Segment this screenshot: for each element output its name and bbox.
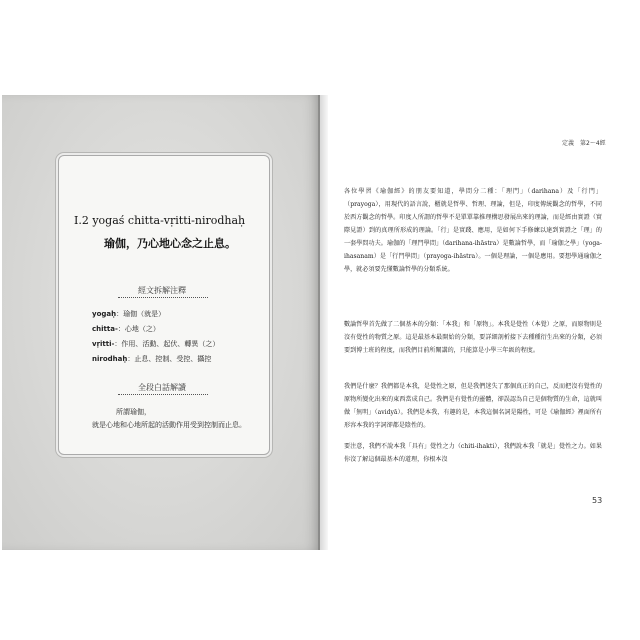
section-divider [118, 297, 208, 298]
paraphrase-line: 就是心地和心地所起的活動作用受到控制而止息。 [92, 421, 246, 429]
gloss-term: yogaḥ [92, 310, 117, 318]
gloss-line [92, 324, 160, 334]
body-paragraph: 各位學習《瑜伽經》的朋友要知道，學問分二種：「理門」（darihana）及「行門」（prayoga），用現代的語言說，櫃就是哲學、哲理、理論，但是，印度傳統觀念的哲學，不同於西方觀念的哲學。印度人所謂的哲學不是單單靠推理構思發展出來的理論，而是經由實證（實際見證）到的真理所形成的理論。「行」是實踐、應用，是如何下手修練以達到實證之「理」的一套學問功夫。瑜伽的「理門學問」（darihana-ihāstra）是數論哲學，而「瑜伽之學」（yoga-ihasanam）是「行門學問」（prayoga-ihāstra）。一個是理論，一個是應用。要想學通瑜伽之學，就必須要先懂數論哲學的分類系統。 [344, 188, 602, 273]
section-divider [118, 394, 208, 395]
body-paragraph: 要注意，我們不說本我「具有」覺性之力（chiti-ihakti），我們說本我「就是」覺性之力。如果你沒了解這個最基本的道理，你根本沒 [344, 443, 602, 463]
paraphrase-line: 所謂瑜伽， [116, 408, 151, 416]
section-title-paraphrase: 全段白話解讀 [138, 383, 186, 392]
gloss-line [92, 354, 211, 364]
gloss-line [92, 339, 219, 349]
gloss-meaning: ：止息、控制、受控、攝控 [127, 355, 212, 363]
section-title-glossary: 經文拆解注釋 [138, 286, 186, 295]
sutra-number: I.2 [74, 214, 89, 227]
running-head: 定義 第2～4經 [562, 140, 606, 147]
sutra-transliteration: yogaś chitta-vṛitti-nirodhaḥ [92, 214, 246, 227]
gloss-meaning: ：作用、活動、起伏、轉異（之） [114, 340, 220, 348]
page-number: 53 [592, 496, 603, 505]
gloss-term: chitta- [92, 325, 118, 333]
gloss-line [92, 309, 165, 319]
gloss-meaning: ：心地（之） [117, 325, 160, 333]
sutra-chinese: 瑜伽，乃心地心念之止息。 [104, 237, 236, 250]
gloss-term: vṛitti- [92, 340, 115, 348]
gloss-term: nirodhaḥ [92, 355, 128, 363]
sutra-card [58, 155, 270, 455]
body-paragraph: 數論哲學首先做了二個基本的分類：「本我」和「原物」。本我是覺性（本覺）之原，而原物則是沒有覺性的物質之原。這是最基本最開始的分類，要詳細剖析接下去種種衍生出來的分類，必須要到博士班的程度，而我們目前所闡講的，只能算是小學三年級的程度。 [344, 321, 602, 354]
sutra-heading [74, 214, 294, 227]
gloss-meaning: ：瑜伽（就是） [116, 310, 166, 318]
body-paragraph: 我們是什麼？我們都是本我，是覺性之原，但是我們迷失了那個真正的自己，反而把沒有覺性的原物所變化出來的東西當成自己。我們是有覺性的靈體，卻誤認為自己是個物質的生命，這就叫做「無明」（avidyā）。我們是本我，有趣的是，本我這個名詞是陽性，可是《瑜伽經》裡面所有形容本我的字詞卻都是陰性的。 [344, 383, 602, 429]
